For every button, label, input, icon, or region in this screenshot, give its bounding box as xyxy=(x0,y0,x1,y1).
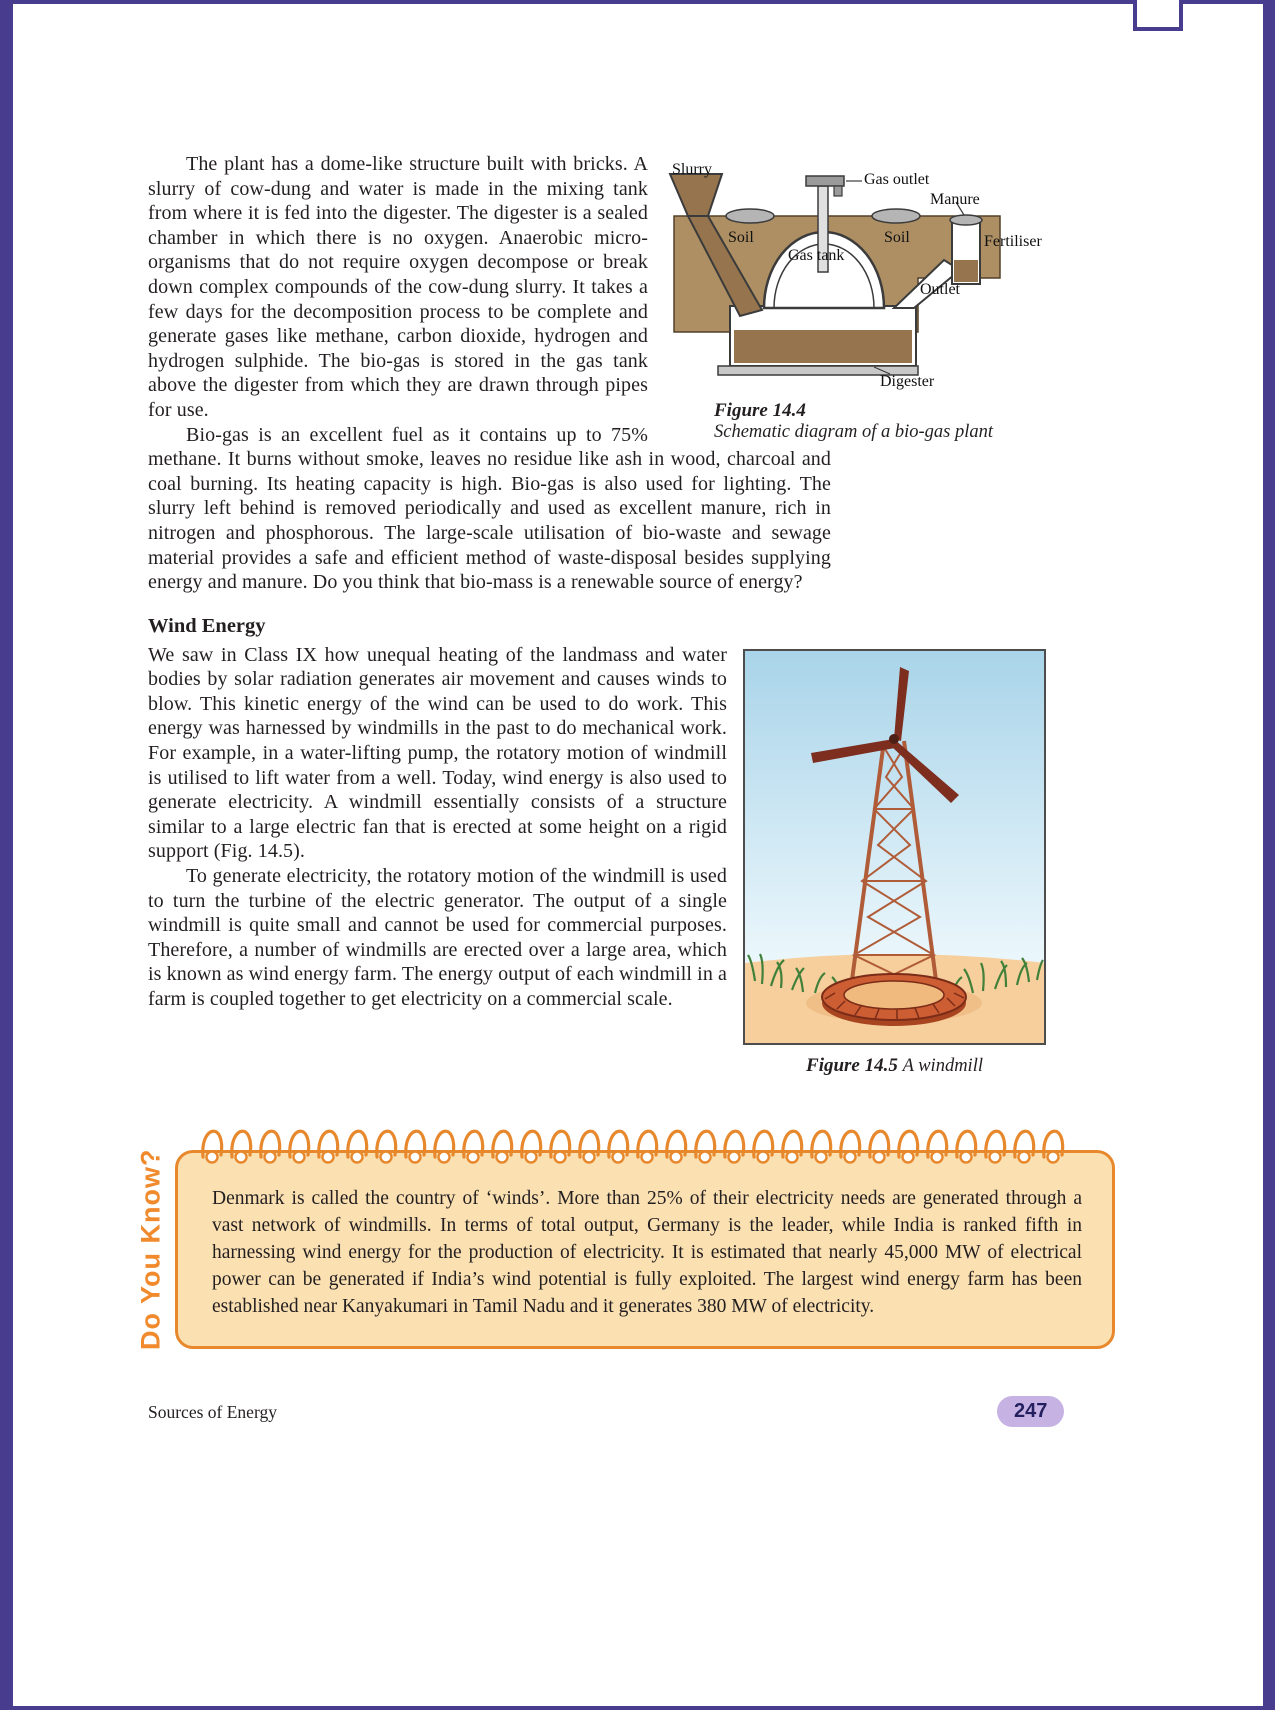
label-outlet: Outlet xyxy=(920,281,960,298)
biogas-schematic-drawing xyxy=(668,160,1115,392)
windmill-drawing xyxy=(745,651,1044,1043)
figure-windmill xyxy=(743,649,1115,1077)
label-soil-left: Soil xyxy=(728,229,754,246)
do-you-know-label: Do You Know? xyxy=(135,1148,166,1351)
do-you-know-box xyxy=(175,1150,1115,1349)
page-border-right xyxy=(1263,0,1275,1710)
label-fertiliser: Fertiliser xyxy=(984,233,1042,250)
do-you-know-section xyxy=(135,1148,1115,1351)
page-border-left xyxy=(0,0,13,1710)
spiral-binding-icon xyxy=(194,1119,1094,1165)
heading-wind-energy: Wind Energy xyxy=(148,614,266,637)
page-number-badge: 247 xyxy=(997,1396,1064,1427)
main-content xyxy=(148,152,1115,1077)
figure-biogas-plant xyxy=(668,160,1115,443)
page-border-top xyxy=(0,0,1275,4)
label-digester: Digester xyxy=(880,373,935,390)
label-manure: Manure xyxy=(930,191,980,208)
figure-14-5-caption-title: Figure 14.5 xyxy=(806,1054,898,1076)
figure-14-4-caption xyxy=(714,400,1115,443)
windmill-illustration xyxy=(743,649,1046,1045)
running-footer-title: Sources of Energy xyxy=(148,1402,277,1422)
paragraph-wind-generation: To generate electricity, the rotatory motion of the windmill is used to turn the turbine of the electric generator. The output of a single windmill is quite small and cannot be used for commercial purposes. Therefore, a number of windmills are erected over a large area, which is known as wind energy farm. The energy output of each windmill in a farm is coupled together to get electricity on a commercial scale. xyxy=(148,865,727,1010)
label-soil-right: Soil xyxy=(884,229,910,246)
windmill-figure-inner xyxy=(743,649,1046,1077)
paragraph-wind-intro: We saw in Class IX how unequal heating of the landmass and water bodies by solar radiation generates air movement and causes winds to blow. This kinetic energy of the wind can be used to do work. This energy was harnessed by windmills in the past to do mechanical work. For example, in a water-lifting pump, the rotatory motion of windmill is utilised to lift water from a well. Today, wind energy is also used to generate electricity. A windmill essentially consists of a structure similar to a large electric fan that is erected at some height on a rigid support (Fig. 14.5). xyxy=(148,643,727,863)
paragraph-biogas-structure: The plant has a dome-like structure built with bricks. A slurry of cow-dung and water is made in the mixing tank from where it is fed into the digester. The digester is a sealed chamber in which there is no oxygen. Anaerobic micro-organisms that do not require oxygen decompose or break down complex compounds of the cow-dung slurry. It takes a few days for the decomposition process to be complete and generate gases like methane, carbon dioxide, hydrogen and hydrogen sulphide. The bio-gas is stored in the gas tank above the digester from which they are drawn through pipes for use. xyxy=(148,153,648,421)
biogas-diagram xyxy=(668,160,1115,392)
figure-14-5-caption xyxy=(743,1055,1046,1077)
figure-14-4-caption-title: Figure 14.4 xyxy=(714,400,806,421)
label-gas-outlet: Gas outlet xyxy=(864,171,930,188)
corner-tab xyxy=(1133,0,1183,31)
do-you-know-text: Denmark is called the country of ‘winds’. More than 25% of their electricity needs are generated through a vast network of windmills. In terms of total output, Germany is the leader, while India is ranked fifth in harnessing wind energy for the production of electricity. It is estimated that nearly 45,000 MW of electrical power can be generated if India’s wind potential is fully exploited. The largest wind energy farm has been established near Kanyakumari in Tamil Nadu and it generates 380 MW of electricity. xyxy=(212,1188,1082,1317)
label-gas-tank: Gas tank xyxy=(788,247,845,264)
figure-14-5-caption-text: A windmill xyxy=(902,1055,983,1076)
page-border-bottom xyxy=(0,1706,1275,1710)
figure-14-4-caption-text: Schematic diagram of a bio-gas plant xyxy=(714,422,994,442)
paragraph-biogas-fuel: Bio-gas is an excellent fuel as it contains up to 75% methane. It burns without smoke, leaves no residue like ash in wood, charcoal and coal burning. Its heating capacity is high. Bio-gas is also used for lighting. The slurry left behind is removed periodically and used as excellent manure, rich in nitrogen and phosphorous. The large-scale utilisation of bio-waste and sewage material provides a safe and efficient method of waste-disposal besides supplying energy and manure. Do you think that bio-mass is a renewable source of energy? xyxy=(148,423,831,594)
label-slurry: Slurry xyxy=(672,161,712,178)
